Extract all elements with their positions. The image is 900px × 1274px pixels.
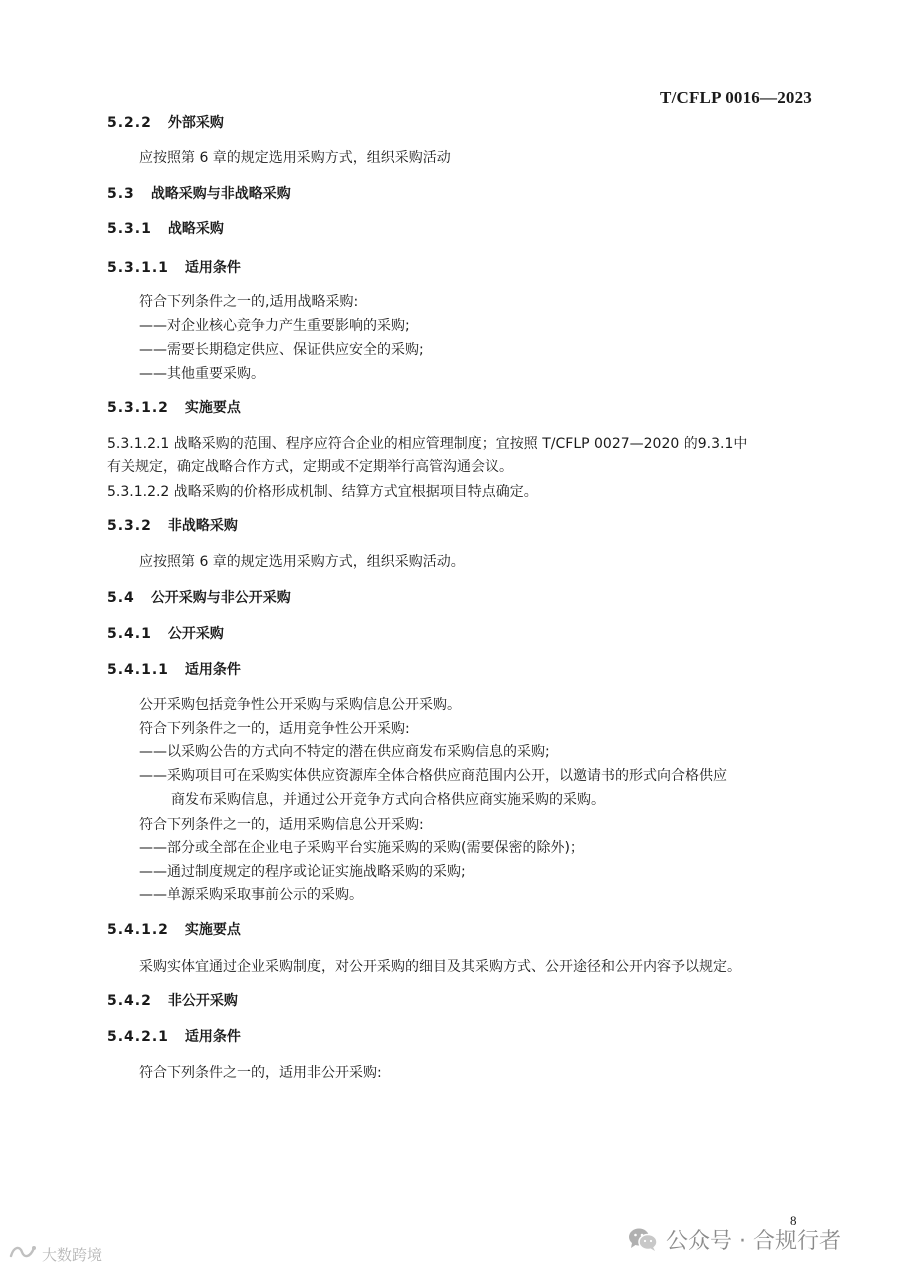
brand-logo-icon <box>8 1242 38 1266</box>
paragraph: 符合下列条件之一的，适用非公开采购: <box>139 1065 382 1081</box>
section-title: 适用条件 <box>184 1029 241 1045</box>
section-heading <box>107 991 238 1011</box>
section-title: 实施要点 <box>184 922 241 938</box>
section-number: 5.4.1.1 <box>107 662 169 678</box>
section-heading <box>107 588 291 608</box>
section-title: 非公开采购 <box>167 993 238 1009</box>
paragraph: 应按照第 6 章的规定选用采购方式，组织采购活动。 <box>139 554 465 570</box>
list-item: ——以采购公告的方式向不特定的潜在供应商发布采购信息的采购; <box>139 744 550 760</box>
page-number: 8 <box>790 1213 797 1228</box>
section-title: 非战略采购 <box>167 518 238 534</box>
section-title: 适用条件 <box>184 662 241 678</box>
section-title: 适用条件 <box>184 260 241 276</box>
list-item: ——其他重要采购。 <box>139 366 265 382</box>
document-code: T/CFLP 0016—2023 <box>660 88 812 107</box>
section-heading <box>107 113 224 133</box>
watermark-brand <box>8 1242 102 1266</box>
paragraph: 采购实体宜通过企业采购制度，对公开采购的细目及其采购方式、公开途径和公开内容予以规定。 <box>139 959 741 975</box>
watermark-text-left: 大数跨境 <box>42 1245 103 1264</box>
section-heading <box>107 516 238 536</box>
section-number: 5.3.1.1 <box>107 260 169 276</box>
watermark-text-right: 公众号 · 合规行者 <box>666 1229 841 1254</box>
section-number: 5.2.2 <box>107 115 152 131</box>
section-number: 5.4.1.2 <box>107 922 169 938</box>
section-title: 公开采购 <box>167 626 224 642</box>
list-item: ——采购项目可在采购实体供应资源库全体合格供应商范围内公开，以邀请书的形式向合格供应 <box>139 768 727 784</box>
section-heading <box>107 184 291 204</box>
list-item: 商发布采购信息，并通过公开竞争方式向合格供应商实施采购的采购。 <box>171 792 605 808</box>
section-title: 实施要点 <box>184 400 241 416</box>
clause-text: 5.3.1.2.2 战略采购的价格形成机制、结算方式宜根据项目特点确定。 <box>107 484 538 500</box>
list-item: ——部分或全部在企业电子采购平台实施采购的采购(需要保密的除外)； <box>139 840 584 856</box>
section-heading <box>107 1027 241 1047</box>
section-heading <box>107 398 241 418</box>
section-title: 外部采购 <box>167 115 224 131</box>
section-title: 战略采购 <box>167 221 224 237</box>
section-number: 5.4.1 <box>107 626 152 642</box>
wechat-icon <box>628 1227 658 1253</box>
section-number: 5.4.2 <box>107 993 152 1009</box>
list-item: ——通过制度规定的程序或论证实施战略采购的采购; <box>139 864 466 880</box>
paragraph: 符合下列条件之一的,适用战略采购: <box>139 294 359 310</box>
section-number: 5.4.2.1 <box>107 1029 169 1045</box>
section-number: 5.3.1 <box>107 221 152 237</box>
paragraph: 应按照第 6 章的规定选用采购方式，组织采购活动 <box>139 150 451 166</box>
clause-text: 5.3.1.2.1 战略采购的范围、程序应符合企业的相应管理制度；宜按照 T/CFLP 0027—2020 的9.3.1中 <box>107 436 748 452</box>
section-title: 公开采购与非公开采购 <box>150 590 291 606</box>
section-heading <box>107 219 224 239</box>
paragraph: 符合下列条件之一的，适用采购信息公开采购: <box>139 817 424 833</box>
section-number: 5.4 <box>107 590 135 606</box>
section-title: 战略采购与非战略采购 <box>150 186 291 202</box>
section-heading <box>107 258 241 278</box>
list-item: ——对企业核心竞争力产生重要影响的采购; <box>139 318 410 334</box>
section-heading <box>107 660 241 680</box>
section-number: 5.3.1.2 <box>107 400 169 416</box>
clause-text: 有关规定，确定战略合作方式，定期或不定期举行高管沟通会议。 <box>107 459 513 475</box>
paragraph: 公开采购包括竞争性公开采购与采购信息公开采购。 <box>139 697 461 713</box>
section-number: 5.3.2 <box>107 518 152 534</box>
watermark-wechat <box>628 1224 841 1255</box>
section-heading <box>107 624 224 644</box>
list-item: ——单源采购采取事前公示的采购。 <box>139 887 363 903</box>
section-heading <box>107 920 241 940</box>
section-number: 5.3 <box>107 186 135 202</box>
paragraph: 符合下列条件之一的，适用竞争性公开采购: <box>139 721 410 737</box>
list-item: ——需要长期稳定供应、保证供应安全的采购; <box>139 342 424 358</box>
